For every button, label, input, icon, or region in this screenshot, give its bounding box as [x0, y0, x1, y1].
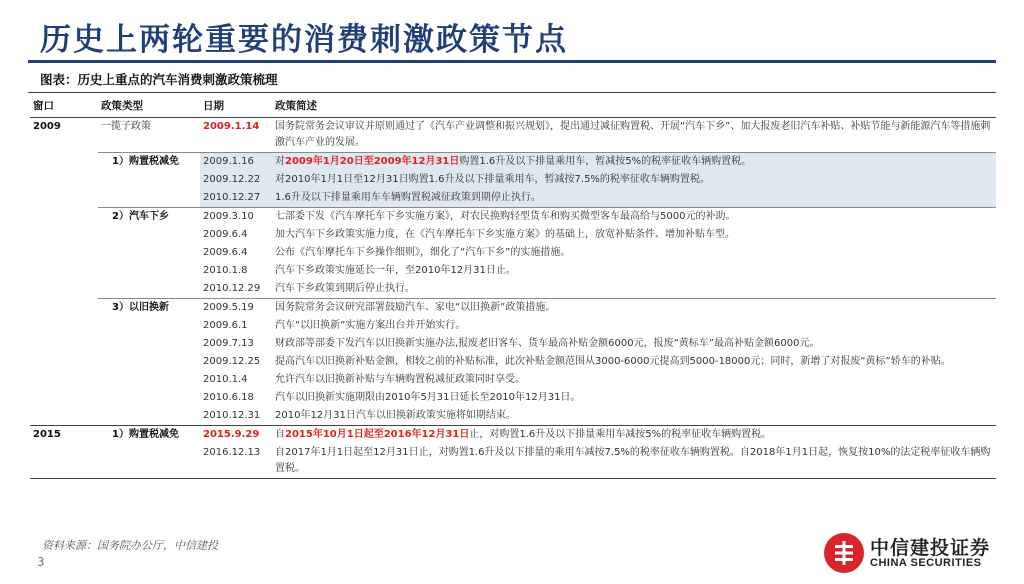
cell-window	[30, 371, 98, 389]
logo-name-cn: 中信建投证券	[870, 537, 991, 559]
cell-window	[30, 152, 98, 171]
page-number: 3	[37, 555, 45, 569]
cell-policy-type	[98, 335, 200, 353]
table-row	[30, 298, 996, 317]
cell-date: 2016.12.13	[200, 444, 272, 479]
cell-policy-type: 3）以旧换新	[98, 298, 200, 317]
logo-emblem-icon	[824, 533, 864, 573]
table-row	[30, 371, 996, 389]
table-row	[30, 244, 996, 262]
cell-date: 2009.6.4	[203, 228, 248, 240]
table-row	[30, 262, 996, 280]
table-row	[30, 152, 996, 171]
table-row	[30, 117, 996, 152]
cell-policy-type	[98, 317, 200, 335]
cell-window	[30, 189, 98, 208]
table-row	[30, 335, 996, 353]
cell-description	[272, 425, 996, 444]
table-row	[30, 226, 996, 244]
table-row	[30, 171, 996, 189]
cell-policy-type	[98, 226, 200, 244]
cell-description: 七部委下发《汽车摩托车下乡实施方案》，对农民换购轻型货车和购买微型客车最高给与5000元的补助。	[272, 207, 996, 226]
cell-policy-type	[98, 407, 200, 426]
cell-policy-type	[98, 262, 200, 280]
table-row	[30, 280, 996, 299]
table-row	[30, 207, 996, 226]
table-row	[30, 353, 996, 371]
cell-date: 2010.6.18	[203, 391, 254, 403]
cell-description: 汽车以旧换新实施期限由2010年5月31日延长至2010年12月31日。	[275, 391, 581, 403]
caption-rule	[28, 92, 996, 93]
cell-date: 2009.6.1	[203, 319, 248, 331]
cell-description: 财政部等部委下发汽车以旧换新实施办法,报废老旧客车、货车最高补贴金额6000元，报废“黄标车”最高补贴金额6000元。	[275, 337, 820, 349]
header-date: 日期	[200, 97, 272, 117]
company-logo	[824, 531, 1004, 577]
cell-date: 2010.1.8	[203, 264, 248, 276]
cell-description: 2010年12月31日汽车以旧换新政策实施将如期结束。	[275, 409, 516, 421]
cell-policy-type: 2）汽车下乡	[98, 207, 200, 226]
cell-description: 提高汽车以旧换新补贴金额，相较之前的补贴标准，此次补贴金额范围从3000-6000元提高到5000-18000元；同时，新增了对报废“黄标”轿车的补贴。	[275, 355, 951, 367]
table-row	[30, 189, 996, 208]
table-row	[30, 389, 996, 407]
desc-suffix: 购置1.6升及以下排量乘用车，暂减按5%的税率征收车辆购置税。	[459, 155, 752, 167]
cell-date: 2015.9.29	[200, 425, 272, 444]
cell-date: 2010.12.31	[203, 409, 261, 421]
cell-date: 2010.12.27	[200, 189, 272, 208]
cell-window: 2015	[30, 425, 98, 444]
cell-description: 对2010年1月1日至12月31日购置1.6升及以下排量乘用车，暂减按7.5%的税率征收车辆购置税。	[272, 171, 996, 189]
cell-date: 2009.12.25	[203, 355, 261, 367]
cell-window	[30, 298, 98, 317]
cell-window	[30, 407, 98, 426]
cell-window	[30, 244, 98, 262]
cell-description: 国务院常务会议审议并原则通过了《汽车产业调整和振兴规划》，提出通过减征购置税、开展“汽车下乡”、加大报废老旧汽车补贴、补贴节能与新能源汽车等措施刺激汽车产业的发展。	[275, 120, 991, 148]
table-header-row	[30, 97, 996, 117]
desc-highlight: 2009年1月20日至2009年12月31日	[285, 155, 460, 167]
cell-date: 2009.1.14	[203, 120, 260, 132]
desc-suffix: 止，对购置1.6升及以下排量乘用车减按5%的税率征收车辆购置税。	[469, 428, 772, 440]
cell-date: 2010.1.4	[203, 373, 248, 385]
chart-caption: 图表：历史上重点的汽车消费刺激政策梳理	[40, 72, 278, 87]
cell-description: 允许汽车以旧换新补贴与车辆购置税减征政策同时享受。	[275, 373, 525, 385]
cell-window	[30, 335, 98, 353]
cell-description	[272, 152, 996, 171]
cell-description: 汽车下乡政策到期后停止执行。	[275, 282, 415, 294]
desc-highlight: 2015年10月1日起至2016年12月31日	[285, 428, 470, 440]
cell-date: 2009.1.16	[200, 152, 272, 171]
cell-window	[30, 262, 98, 280]
cell-window: 2009	[33, 120, 61, 132]
table-row	[30, 425, 996, 444]
slide-title: 历史上两轮重要的消费刺激政策节点	[40, 22, 568, 58]
header-window: 窗口	[30, 97, 98, 117]
cell-window	[30, 444, 98, 479]
header-description: 政策简述	[272, 97, 996, 117]
desc-prefix: 自	[275, 428, 285, 440]
cell-window	[30, 280, 98, 299]
cell-policy-type: 1）购置税减免	[98, 425, 200, 444]
cell-policy-type: 一揽子政策	[101, 120, 151, 132]
cell-policy-type	[98, 371, 200, 389]
cell-description: 汽车下乡政策实施延长一年，至2010年12月31日止。	[275, 264, 516, 276]
cell-description: 公布《汽车摩托车下乡操作细则》，细化了“汽车下乡”的实施措施。	[275, 246, 571, 258]
cell-window	[30, 389, 98, 407]
cell-window	[30, 317, 98, 335]
source-note: 资料来源：国务院办公厅，中信建投	[42, 539, 218, 552]
cell-policy-type	[98, 353, 200, 371]
table-row	[30, 444, 996, 479]
cell-description: 国务院常务会议研究部署鼓励汽车、家电“以旧换新”政策措施。	[272, 298, 996, 317]
cell-date: 2009.5.19	[200, 298, 272, 317]
cell-description: 汽车“以旧换新”实施方案出台并开始实行。	[275, 319, 466, 331]
cell-description: 自2017年1月1日起至12月31日止，对购置1.6升及以下排量的乘用车减按7.5%的税率征收车辆购置税。自2018年1月1日起，恢复按10%的法定税率征收车辆购置税。	[272, 444, 996, 479]
table-row	[30, 407, 996, 426]
cell-policy-type	[98, 444, 200, 479]
cell-date: 2010.12.29	[203, 282, 261, 294]
cell-description: 1.6升及以下排量乘用车车辆购置税减征政策到期停止执行。	[272, 189, 996, 208]
cell-policy-type	[98, 171, 200, 189]
cell-date: 2009.3.10	[200, 207, 272, 226]
cell-date: 2009.12.22	[200, 171, 272, 189]
cell-date: 2009.7.13	[203, 337, 254, 349]
table-row	[30, 317, 996, 335]
cell-description: 加大汽车下乡政策实施力度，在《汽车摩托车下乡实施方案》的基础上，放宽补贴条件、增加补贴车型。	[275, 228, 735, 240]
cell-window	[30, 226, 98, 244]
cell-policy-type	[98, 280, 200, 299]
cell-policy-type: 1）购置税减免	[98, 152, 200, 171]
policy-table	[30, 97, 996, 479]
cell-window	[30, 353, 98, 371]
cell-policy-type	[98, 244, 200, 262]
desc-prefix: 对	[275, 155, 285, 167]
logo-name-en: CHINA SECURITIES	[870, 557, 982, 569]
cell-window	[30, 207, 98, 226]
cell-policy-type	[98, 389, 200, 407]
cell-policy-type	[98, 189, 200, 208]
header-policy-type: 政策类型	[98, 97, 200, 117]
cell-date: 2009.6.4	[203, 246, 248, 258]
title-rule	[28, 60, 996, 63]
cell-window	[30, 171, 98, 189]
